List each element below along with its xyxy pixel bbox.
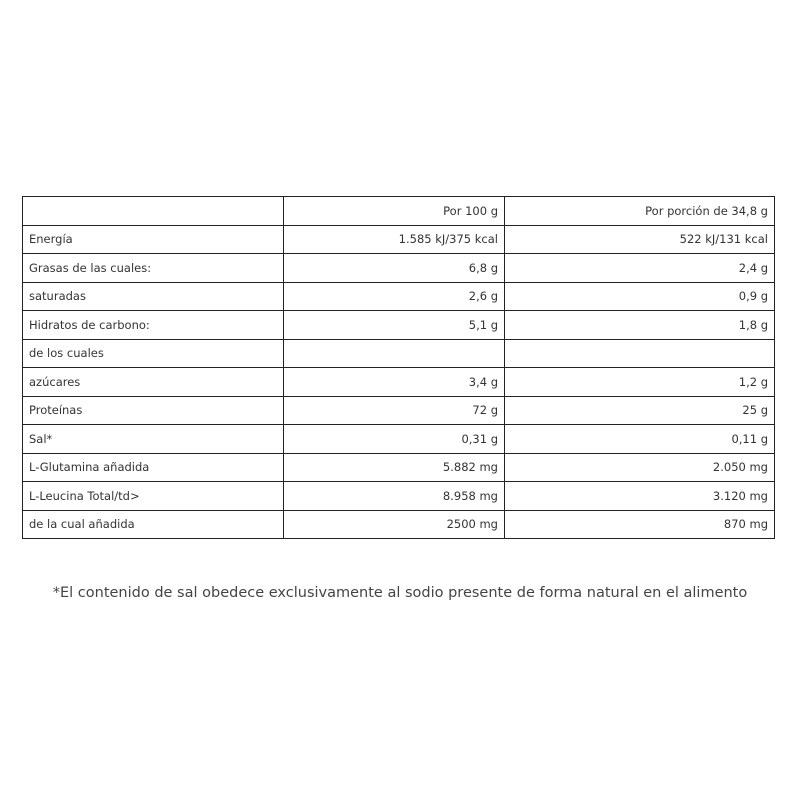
value-per-100g: 5,1 g bbox=[284, 311, 505, 340]
nutrient-name: Energía bbox=[23, 225, 284, 254]
value-per-100g: 2,6 g bbox=[284, 282, 505, 311]
header-cell-per-serving: Por porción de 34,8 g bbox=[505, 197, 775, 226]
value-per-100g: 72 g bbox=[284, 396, 505, 425]
table-row bbox=[23, 225, 775, 254]
header-cell-per-100g: Por 100 g bbox=[284, 197, 505, 226]
table-row bbox=[23, 254, 775, 283]
nutrient-name: Sal* bbox=[23, 425, 284, 454]
table-row bbox=[23, 425, 775, 454]
header-cell-nutrient bbox=[23, 197, 284, 226]
value-per-serving: 870 mg bbox=[505, 510, 775, 539]
value-per-serving: 3.120 mg bbox=[505, 482, 775, 511]
table-row bbox=[23, 311, 775, 340]
nutrient-name: L-Glutamina añadida bbox=[23, 453, 284, 482]
table-row bbox=[23, 482, 775, 511]
value-per-100g: 5.882 mg bbox=[284, 453, 505, 482]
value-per-serving: 522 kJ/131 kcal bbox=[505, 225, 775, 254]
value-per-serving: 1,2 g bbox=[505, 368, 775, 397]
table-header-row bbox=[23, 197, 775, 226]
value-per-100g: 3,4 g bbox=[284, 368, 505, 397]
nutrient-name: saturadas bbox=[23, 282, 284, 311]
value-per-serving: 25 g bbox=[505, 396, 775, 425]
value-per-100g: 6,8 g bbox=[284, 254, 505, 283]
value-per-serving: 2.050 mg bbox=[505, 453, 775, 482]
nutrition-table bbox=[22, 196, 775, 539]
value-per-serving: 2,4 g bbox=[505, 254, 775, 283]
nutrient-name: Grasas de las cuales: bbox=[23, 254, 284, 283]
table-row bbox=[23, 368, 775, 397]
table-row bbox=[23, 510, 775, 539]
nutrient-name: de los cuales bbox=[23, 339, 284, 368]
value-per-100g: 1.585 kJ/375 kcal bbox=[284, 225, 505, 254]
value-per-100g: 2500 mg bbox=[284, 510, 505, 539]
nutrient-name: L-Leucina Total/td> bbox=[23, 482, 284, 511]
value-per-serving: 0,11 g bbox=[505, 425, 775, 454]
nutrient-name: azúcares bbox=[23, 368, 284, 397]
table-row bbox=[23, 453, 775, 482]
nutrient-name: de la cual añadida bbox=[23, 510, 284, 539]
table-row bbox=[23, 339, 775, 368]
table-row bbox=[23, 396, 775, 425]
value-per-100g bbox=[284, 339, 505, 368]
nutrient-name: Hidratos de carbono: bbox=[23, 311, 284, 340]
table-row bbox=[23, 282, 775, 311]
value-per-serving: 1,8 g bbox=[505, 311, 775, 340]
nutrient-name: Proteínas bbox=[23, 396, 284, 425]
value-per-100g: 8.958 mg bbox=[284, 482, 505, 511]
value-per-serving: 0,9 g bbox=[505, 282, 775, 311]
value-per-100g: 0,31 g bbox=[284, 425, 505, 454]
value-per-serving bbox=[505, 339, 775, 368]
salt-footnote: *El contenido de sal obedece exclusivamente al sodio presente de forma natural en el alimento bbox=[52, 585, 748, 601]
